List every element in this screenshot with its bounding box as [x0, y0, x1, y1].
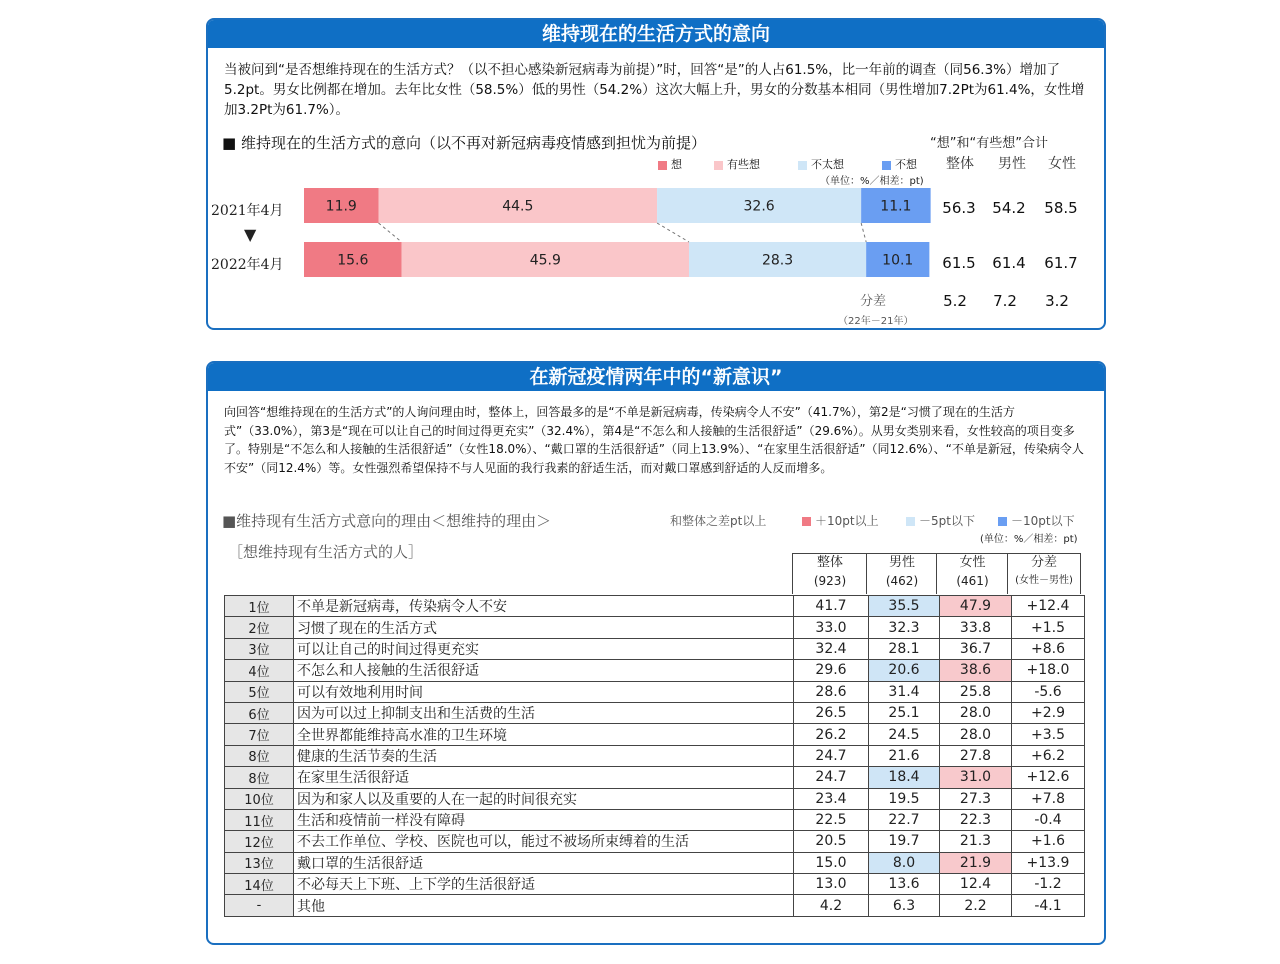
- overall-cell: 32.4: [794, 638, 869, 659]
- table-row: [225, 660, 1085, 681]
- bar-label-0-2: 32.6: [743, 198, 775, 215]
- subgroup-label: ［想维持现有生活方式的人］: [228, 543, 424, 561]
- overall-cell: 26.2: [794, 724, 869, 745]
- legend-want: [658, 156, 682, 172]
- year-label-2022: 2022年4月: [211, 257, 284, 273]
- item-cell: 在家里生活很舒适: [294, 767, 794, 788]
- total-2021-male: 54.2: [992, 199, 1026, 217]
- intent-panel: [206, 18, 1106, 330]
- diff-cell: -5.6: [1012, 681, 1085, 702]
- col-sub: (923): [813, 574, 847, 588]
- item-cell: 生活和疫情前一样没有障碍: [294, 809, 794, 830]
- item-cell: 不去工作单位、学校、医院也可以，能过不被场所束缚着的生活: [294, 831, 794, 852]
- legend-swatch: [906, 517, 915, 526]
- rank-cell: 8位: [225, 745, 294, 766]
- col-label: 分差: [1030, 555, 1057, 570]
- reasons-unit: (单位：%／相差：pt): [980, 534, 1078, 545]
- new-awareness-title: 在新冠疫情两年中的“新意识”: [208, 363, 1104, 391]
- connector-line: [378, 223, 401, 242]
- legend-somewhat-want: [714, 156, 760, 172]
- diff-label: 分差: [860, 294, 887, 309]
- item-cell: 可以让自己的时间过得更充实: [294, 638, 794, 659]
- diff-sublabel: （22年－21年）: [838, 316, 914, 327]
- legend-label: 有些想: [727, 158, 760, 171]
- item-cell: 其他: [294, 895, 794, 916]
- rank-cell: 5位: [225, 681, 294, 702]
- total-2022-male: 61.4: [992, 254, 1026, 272]
- bar-label-1-1: 45.9: [529, 252, 561, 269]
- legend-not-much: [798, 156, 844, 172]
- item-cell: 不必每天上下班、上下学的生活很舒适: [294, 874, 794, 895]
- new-awareness-intro: 向回答“想维持现在的生活方式”的人询问理由时，整体上，回答最多的是“不单是新冠病毒，传染病令人不安”（41.7%），第2是“习惯了现在的生活方式”（33.0%），第3是“现在可以让自己的时间过得更充实”（32.4%），第4是“不怎么和人接触的生活很舒适”（29.6%）。从男女类别来看，女性较高的项目变多了。特别是“不怎么和人接触的生活很舒适”（女性18.0%）、“戴口罩的生活很舒适”（同上13.9%）、“在家里生活很舒适”（同12.6%）、“不单是新冠，传染病令人不安”（同12.4%）等。女性强烈希望保持不与人见面的我行我素的舒适生活，而对戴口罩感到舒适的人反而增多。: [224, 405, 1084, 475]
- diff-cell: -1.2: [1012, 874, 1085, 895]
- male-cell: 19.7: [869, 831, 940, 852]
- table-row: [225, 702, 1085, 723]
- male-cell: 6.3: [869, 895, 940, 916]
- legend-label: ＋10pt以上: [815, 514, 879, 528]
- legend-not-want: [882, 156, 917, 172]
- rank-cell: 4位: [225, 660, 294, 681]
- bar-label-1-0: 15.6: [337, 252, 369, 269]
- rank-cell: 8位: [225, 767, 294, 788]
- table-row: [225, 767, 1085, 788]
- diff-overall: 5.2: [943, 292, 967, 310]
- diff-cell: -4.1: [1012, 895, 1085, 916]
- diff-cell: +12.4: [1012, 596, 1085, 617]
- diff-male: 7.2: [993, 292, 1017, 310]
- total-2022-overall: 61.5: [942, 254, 976, 272]
- table-row: [225, 724, 1085, 745]
- table-row: [225, 809, 1085, 830]
- diff-cell: +13.9: [1012, 852, 1085, 873]
- overall-cell: 22.5: [794, 809, 869, 830]
- female-cell: 28.0: [940, 702, 1012, 723]
- rank-cell: 7位: [225, 724, 294, 745]
- bar-label-1-2: 28.3: [761, 252, 794, 269]
- total-2021-female: 58.5: [1044, 199, 1078, 217]
- diff-cell: +1.6: [1012, 831, 1085, 852]
- female-cell: 27.3: [940, 788, 1012, 809]
- male-cell: 20.6: [869, 660, 940, 681]
- total-header: “想”和“有些想”合计: [930, 136, 1048, 151]
- col-female: [936, 553, 1009, 594]
- item-cell: 习惯了现在的生活方式: [294, 617, 794, 638]
- table-row: [225, 745, 1085, 766]
- connector-line: [861, 223, 866, 242]
- overall-cell: 20.5: [794, 831, 869, 852]
- overall-cell: 24.7: [794, 745, 869, 766]
- col-sub: (462): [885, 574, 919, 588]
- male-cell: 35.5: [869, 596, 940, 617]
- bar-label-0-1: 44.5: [502, 198, 534, 215]
- legend-label: 不太想: [811, 158, 844, 171]
- connector-line: [657, 223, 689, 242]
- male-cell: 13.6: [869, 874, 940, 895]
- female-cell: 38.6: [940, 660, 1012, 681]
- diff-cell: +6.2: [1012, 745, 1085, 766]
- new-awareness-panel: [206, 361, 1106, 945]
- diff-cell: -0.4: [1012, 809, 1085, 830]
- diff-cell: +2.9: [1012, 702, 1085, 723]
- female-cell: 28.0: [940, 724, 1012, 745]
- legend-label: 想: [671, 158, 682, 171]
- table-row: [225, 852, 1085, 873]
- overall-cell: 33.0: [794, 617, 869, 638]
- table-row: [225, 895, 1085, 916]
- col-male: [866, 553, 938, 594]
- male-cell: 24.5: [869, 724, 940, 745]
- total-2022-female: 61.7: [1044, 254, 1078, 272]
- col-header-total: 整体: [946, 156, 974, 172]
- col-label: 女性: [959, 555, 986, 570]
- col-overall: [792, 553, 868, 594]
- rank-cell: 13位: [225, 852, 294, 873]
- item-cell: 不单是新冠病毒，传染病令人不安: [294, 596, 794, 617]
- col-header-female: 女性: [1048, 156, 1076, 172]
- male-cell: 22.7: [869, 809, 940, 830]
- overall-cell: 4.2: [794, 895, 869, 916]
- legend-minus5: [906, 512, 975, 529]
- rank-cell: 2位: [225, 617, 294, 638]
- male-cell: 18.4: [869, 767, 940, 788]
- reasons-table-body: [225, 596, 1085, 917]
- overall-cell: 15.0: [794, 852, 869, 873]
- diff-cell: +12.6: [1012, 767, 1085, 788]
- item-cell: 可以有效地利用时间: [294, 681, 794, 702]
- female-cell: 31.0: [940, 767, 1012, 788]
- male-cell: 28.1: [869, 638, 940, 659]
- legend-swatch: [802, 517, 811, 526]
- legend-plus10: [802, 512, 879, 529]
- legend-swatch: [882, 161, 891, 170]
- rank-cell: 6位: [225, 702, 294, 723]
- table-row: [225, 681, 1085, 702]
- item-cell: 因为和家人以及重要的人在一起的时间很充实: [294, 788, 794, 809]
- rank-cell: 11位: [225, 809, 294, 830]
- rank-cell: 3位: [225, 638, 294, 659]
- diff-legend-label: 和整体之差pt以上: [670, 514, 767, 528]
- legend-swatch: [714, 161, 723, 170]
- table-row: [225, 831, 1085, 852]
- bar-label-0-0: 11.9: [325, 198, 357, 215]
- item-cell: 不怎么和人接触的生活很舒适: [294, 660, 794, 681]
- col-label: 男性: [888, 555, 915, 570]
- arrow-down-icon: ▼: [244, 225, 257, 244]
- col-sub: (461): [956, 574, 989, 588]
- overall-cell: 23.4: [794, 788, 869, 809]
- item-cell: 因为可以过上抑制支出和生活费的生活: [294, 702, 794, 723]
- diff-cell: +3.5: [1012, 724, 1085, 745]
- diff-cell: +8.6: [1012, 638, 1085, 659]
- overall-cell: 28.6: [794, 681, 869, 702]
- female-cell: 12.4: [940, 874, 1012, 895]
- diff-cell: +18.0: [1012, 660, 1085, 681]
- male-cell: 8.0: [869, 852, 940, 873]
- col-header-male: 男性: [998, 156, 1026, 172]
- female-cell: 21.3: [940, 831, 1012, 852]
- legend-swatch: [798, 161, 807, 170]
- item-cell: 健康的生活节奏的生活: [294, 745, 794, 766]
- female-cell: 47.9: [940, 596, 1012, 617]
- male-cell: 31.4: [869, 681, 940, 702]
- table-row: [225, 617, 1085, 638]
- female-cell: 36.7: [940, 638, 1012, 659]
- table-row: [225, 638, 1085, 659]
- table-row: [225, 788, 1085, 809]
- female-cell: 22.3: [940, 809, 1012, 830]
- rank-cell: 10位: [225, 788, 294, 809]
- legend-minus10: [998, 512, 1075, 529]
- overall-cell: 24.7: [794, 767, 869, 788]
- legend-label: －10pt以下: [1011, 514, 1075, 528]
- male-cell: 32.3: [869, 617, 940, 638]
- diff-female: 3.2: [1045, 292, 1069, 310]
- legend-label: －5pt以下: [919, 514, 975, 528]
- female-cell: 25.8: [940, 681, 1012, 702]
- total-2021-overall: 56.3: [942, 199, 976, 217]
- rank-cell: 12位: [225, 831, 294, 852]
- table-row: [225, 874, 1085, 895]
- item-cell: 全世界都能维持高水准的卫生环境: [294, 724, 794, 745]
- col-label: 整体: [816, 555, 843, 570]
- male-cell: 19.5: [869, 788, 940, 809]
- female-cell: 33.8: [940, 617, 1012, 638]
- bar-label-1-3: 10.1: [882, 252, 914, 269]
- male-cell: 21.6: [869, 745, 940, 766]
- legend-swatch: [998, 517, 1007, 526]
- legend-label: 不想: [895, 158, 917, 171]
- overall-cell: 26.5: [794, 702, 869, 723]
- col-sub: (女性－男性): [1015, 575, 1073, 586]
- overall-cell: 13.0: [794, 874, 869, 895]
- intent-intro-text: 当被问到“是否想维持现在的生活方式？（以不担心感染新冠病毒为前提）”时，回答“是”的人占61.5%，比一年前的调查（同56.3%）增加了5.2pt。男女比例都在增加。去年比女性（58.5%）低的男性（54.2%）这次大幅上升，男女的分数基本相同（男性增加7.2Pt为61.4%，女性增加3.2Pt为61.7%）。: [224, 62, 1085, 118]
- reasons-table: [224, 595, 1085, 917]
- overall-cell: 41.7: [794, 596, 869, 617]
- year-label-2021: 2021年4月: [211, 203, 284, 219]
- female-cell: 27.8: [940, 745, 1012, 766]
- reasons-section-title: ■维持现有生活方式意向的理由＜想维持的理由＞: [222, 512, 552, 530]
- item-cell: 戴口罩的生活很舒适: [294, 852, 794, 873]
- bar-label-0-3: 11.1: [880, 198, 912, 215]
- overall-cell: 29.6: [794, 660, 869, 681]
- male-cell: 25.1: [869, 702, 940, 723]
- table-row: [225, 596, 1085, 617]
- diff-cell: +7.8: [1012, 788, 1085, 809]
- female-cell: 2.2: [940, 895, 1012, 916]
- diff-cell: +1.5: [1012, 617, 1085, 638]
- legend-swatch: [658, 161, 667, 170]
- stacked-bar-chart: [208, 180, 1104, 300]
- rank-cell: 1位: [225, 596, 294, 617]
- col-diff: [1007, 553, 1081, 594]
- intent-section-title: ■ 维持现在的生活方式的意向（以不再对新冠病毒疫情感到担忧为前提）: [222, 134, 706, 152]
- unit-label: （单位：%／相差：pt): [820, 176, 924, 187]
- intent-panel-title: 维持现在的生活方式的意向: [208, 20, 1104, 48]
- rank-cell: -: [225, 895, 294, 916]
- rank-cell: 14位: [225, 874, 294, 895]
- female-cell: 21.9: [940, 852, 1012, 873]
